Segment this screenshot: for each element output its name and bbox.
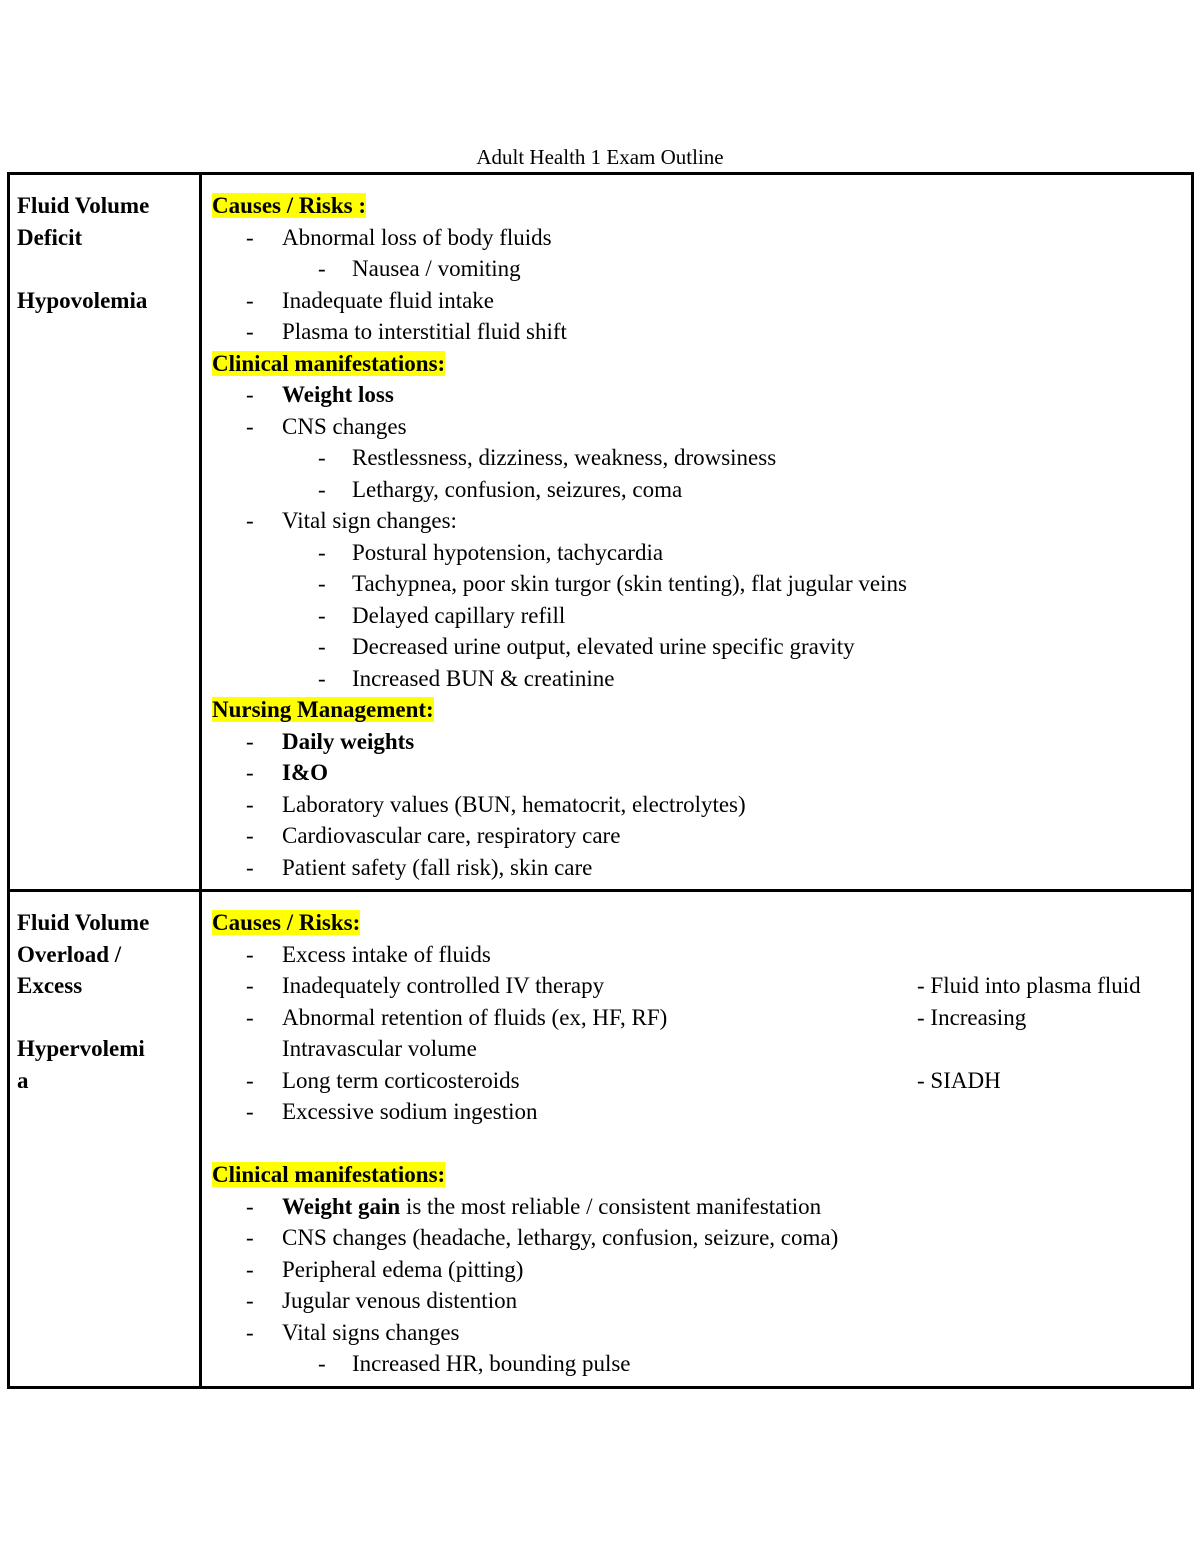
topic-line: Deficit xyxy=(17,224,83,250)
section-heading: Nursing Management: xyxy=(212,697,434,722)
list-item: - CNS changes xyxy=(246,413,407,439)
list-item: - Lethargy, confusion, seizures, coma xyxy=(318,476,683,502)
topic-cell xyxy=(9,891,201,1388)
side-note: - Fluid into plasma fluid xyxy=(917,973,1141,998)
list-item: - Excessive sodium ingestion xyxy=(246,1099,538,1124)
list-item: - Weight gain is the most reliable / consistent manifestation xyxy=(246,1193,822,1219)
list-item-continued: Intravascular volume xyxy=(282,1036,477,1061)
list-item: - Daily weights xyxy=(246,728,415,754)
list-item: - Inadequately controlled IV therapy - Fluid into plasma fluid xyxy=(212,970,1181,1002)
topic-line: Excess xyxy=(17,973,83,998)
topic-cell xyxy=(9,174,201,891)
list-item: - CNS changes (headache, lethargy, confusion, seizure, coma) xyxy=(246,1225,839,1250)
list-item: - Nausea / vomiting xyxy=(318,256,521,281)
list-item: - Decreased urine output, elevated urine specific gravity xyxy=(318,634,855,659)
list-item: - Excess intake of fluids xyxy=(246,941,491,967)
topic-line: Overload / xyxy=(17,941,122,967)
list-item: - Cardiovascular care, respiratory care xyxy=(246,823,621,848)
list-item: - Tachypnea, poor skin turgor (skin tenting), flat jugular veins xyxy=(318,571,907,596)
topic-line: a xyxy=(17,1067,29,1093)
topic-line: Hypovolemia xyxy=(17,287,148,313)
list-item: - Postural hypotension, tachycardia xyxy=(318,539,664,565)
list-item: - Increased BUN & creatinine xyxy=(318,665,615,691)
side-note: - Increasing xyxy=(917,1004,1027,1030)
list-item: - I&O xyxy=(246,760,328,785)
list-item: - Weight loss xyxy=(246,382,394,407)
topic-line: Fluid Volume xyxy=(17,910,150,935)
list-item: - Peripheral edema (pitting) xyxy=(246,1256,524,1282)
list-item: - Patient safety (fall risk), skin care xyxy=(246,854,593,880)
list-item: - Restlessness, dizziness, weakness, drowsiness xyxy=(318,445,777,470)
table-row xyxy=(9,174,1193,891)
content-cell xyxy=(201,174,1193,891)
list-item: - Jugular venous distention xyxy=(246,1288,518,1313)
list-item: - Laboratory values (BUN, hematocrit, electrolytes) xyxy=(246,791,746,817)
topic-line: Fluid Volume xyxy=(17,193,150,218)
list-item: - Increased HR, bounding pulse xyxy=(318,1351,631,1376)
section-heading: Causes / Risks : xyxy=(212,193,367,218)
topic-line: Hypervolemi xyxy=(17,1036,145,1061)
content-cell xyxy=(201,891,1193,1388)
list-item: - Plasma to interstitial fluid shift xyxy=(246,319,567,344)
list-item: - Vital signs changes xyxy=(246,1319,460,1345)
list-item: - Delayed capillary refill xyxy=(318,602,566,628)
list-item: - Abnormal loss of body fluids xyxy=(246,224,552,250)
section-heading: Causes / Risks: xyxy=(212,910,361,935)
table-row xyxy=(9,891,1193,1388)
side-note: - SIADH xyxy=(917,1067,1001,1093)
section-heading: Clinical manifestations: xyxy=(212,1162,446,1187)
section-heading: Clinical manifestations: xyxy=(212,350,446,376)
list-item: - Long term corticosteroids - SIADH xyxy=(212,1065,1181,1097)
list-item: - Vital sign changes: xyxy=(246,508,457,533)
document-title: Adult Health 1 Exam Outline xyxy=(476,145,724,169)
list-item: - Abnormal retention of fluids (ex, HF, RF) - Increasing xyxy=(212,1002,1181,1034)
list-item: - Inadequate fluid intake xyxy=(246,287,495,313)
outline-table xyxy=(7,172,1194,1389)
